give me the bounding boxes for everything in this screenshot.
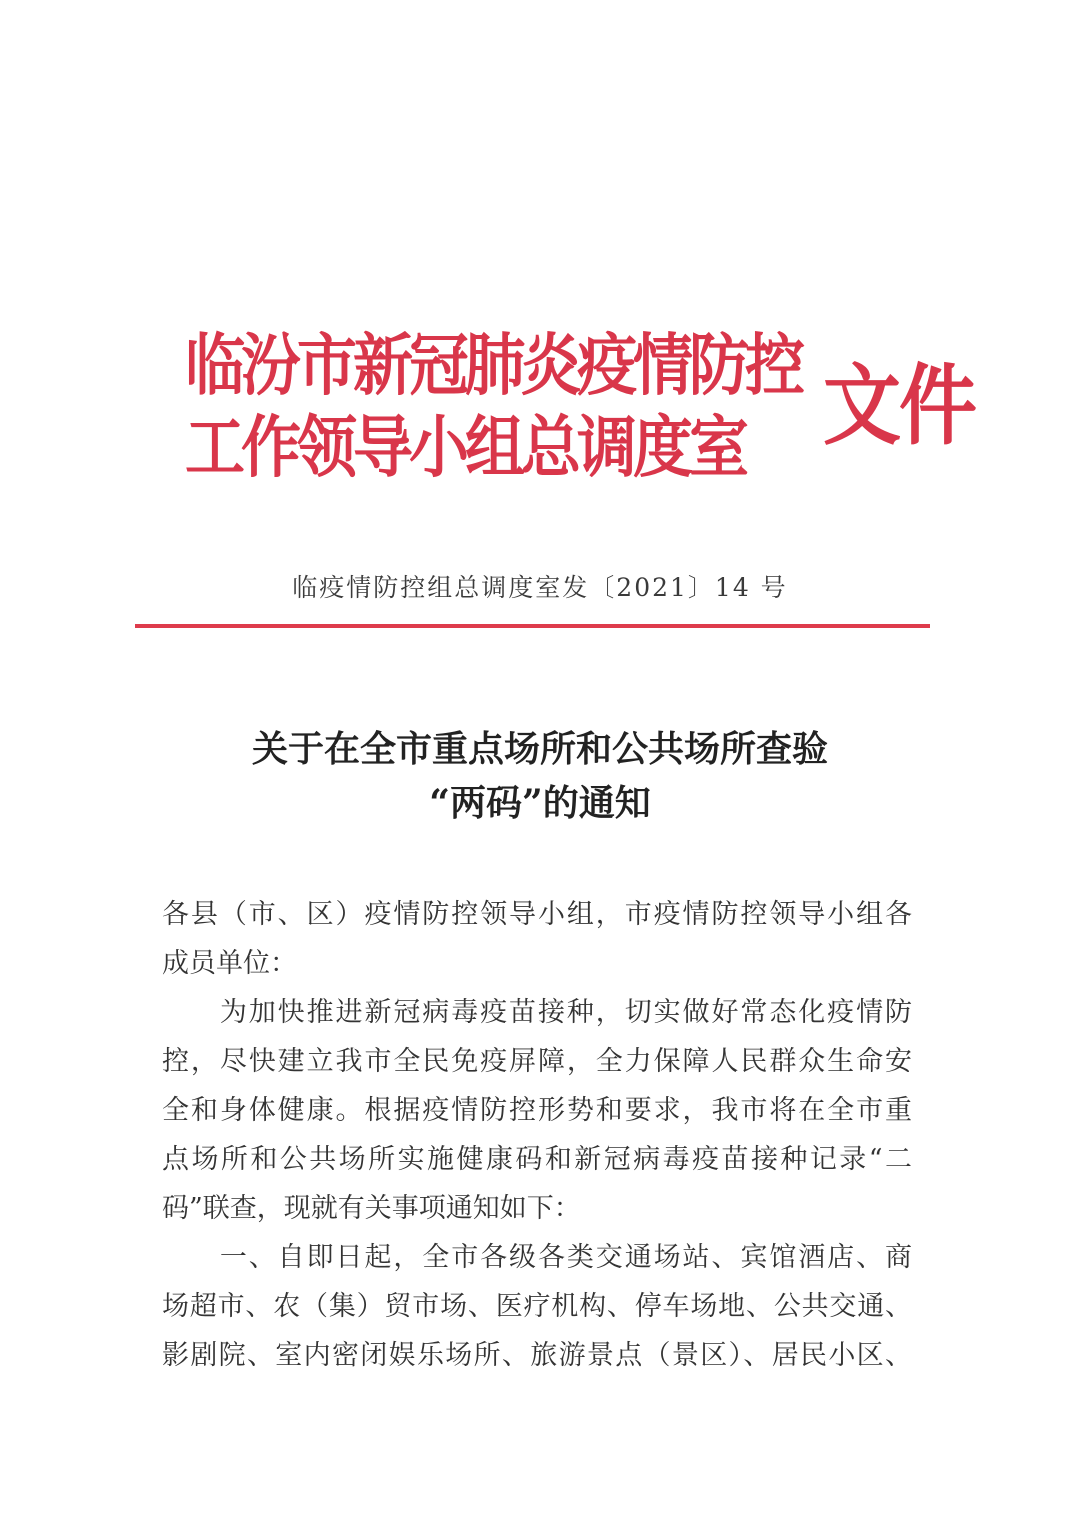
red-header	[185, 325, 975, 489]
body-line: 控，尽快建立我市全民免疫屏障，全力保障人民群众生命安	[162, 1046, 912, 1077]
body-line: 全和身体健康。根据疫情防控形势和要求，我市将在全市重	[162, 1095, 912, 1126]
title-line-1: 关于在全市重点场所和公共场所查验	[251, 728, 828, 770]
body-line: 各县（市、区）疫情防控领导小组，市疫情防控领导小组各	[162, 899, 912, 930]
body-line: 码”联查，现就有关事项通知如下：	[162, 1193, 581, 1224]
body-line: 为加快推进新冠病毒疫苗接种，切实做好常态化疫情防	[162, 997, 912, 1028]
notice-body	[162, 890, 912, 1380]
body-line: 场超市、农（集）贸市场、医疗机构、停车场地、公共交通、	[162, 1291, 912, 1322]
body-line: 影剧院、室内密闭娱乐场所、旅游景点（景区）、居民小区、	[162, 1340, 912, 1371]
organization-line-1: 临汾市新冠肺炎疫情防控	[185, 326, 801, 406]
body-line: 点场所和公共场所实施健康码和新冠病毒疫苗接种记录“二	[162, 1144, 912, 1175]
red-separator-line	[135, 624, 930, 628]
document-label: 文件	[823, 356, 976, 458]
document-number: 临疫情防控组总调度室发〔2021〕14 号	[292, 573, 788, 602]
issuing-organization	[185, 325, 801, 489]
title-line-2: “两码”的通知	[429, 782, 651, 824]
organization-line-2: 工作领导小组总调度室	[185, 408, 745, 488]
notice-title	[0, 722, 1080, 830]
body-line: 一、自即日起，全市各级各类交通场站、宾馆酒店、商	[162, 1242, 912, 1273]
body-line: 成员单位：	[162, 948, 297, 979]
